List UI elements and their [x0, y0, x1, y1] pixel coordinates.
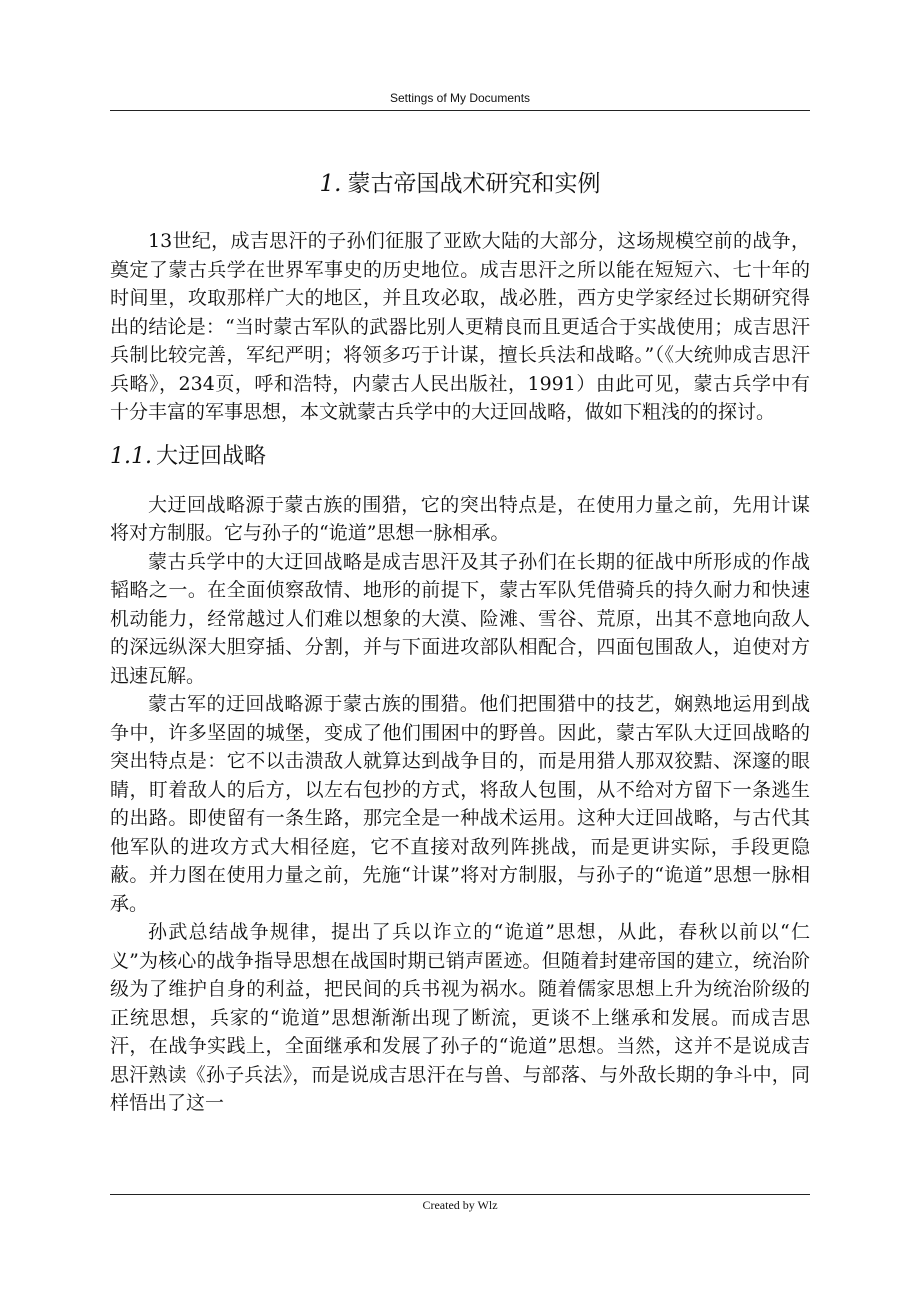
- section-paragraph: 孙武总结战争规律，提出了兵以诈立的“诡道”思想，从此，春秋以前以“仁义”为核心的战争指导思想在战国时期已销声匿迹。但随着封建帝国的建立，统治阶级为了维护自身的利益，把民间的兵书视为祸水。随着儒家思想上升为统治阶级的正统思想，兵家的“诡道”思想渐渐出现了断流，更谈不上继承和发展。而成吉思汗，在战争实践上，全面继承和发展了孙子的“诡道”思想。当然，这并不是说成吉思汗熟读《孙子兵法》，而是说成吉思汗在与兽、与部落、与外敌长期的争斗中，同样悟出了这一: [110, 921, 810, 1114]
- footer-text: Created by Wlz: [422, 1198, 498, 1212]
- page-footer: [110, 1194, 810, 1213]
- section-paragraph: 大迂回战略源于蒙古族的围猎，它的突出特点是，在使用力量之前，先用计谋将对方制服。它与孙子的“诡道”思想一脉相承。: [110, 493, 810, 544]
- chapter-title-text: 蒙古帝国战术研究和实例: [347, 171, 601, 197]
- section-title: [110, 439, 810, 475]
- document-body: [110, 165, 810, 1118]
- intro-paragraph: 13世纪，成吉思汗的子孙们征服了亚欧大陆的大部分，这场规模空前的战争，奠定了蒙古兵学在世界军事史的历史地位。成吉思汗之所以能在短短六、七十年的时间里，攻取那样广大的地区，并且攻必取，战必胜，西方史学家经过长期研究得出的结论是：“当时蒙古军队的武器比别人更精良而且更适合于实战使用；成吉思汗兵制比较完善，军纪严明；将领多巧于计谋，擅长兵法和战略。”（《大统帅成吉思汗兵略》，234页，呼和浩特，内蒙古人民出版社，1991）由此可见，蒙古兵学中有十分丰富的军事思想，本文就蒙古兵学中的大迂回战略，做如下粗浅的的探讨。: [110, 230, 810, 423]
- section-title-text: 大迂回战略: [155, 443, 266, 469]
- section-paragraph: 蒙古兵学中的大迂回战略是成吉思汗及其子孙们在长期的征战中所形成的作战韬略之一。在全面侦察敌情、地形的前提下，蒙古军队凭借骑兵的持久耐力和快速机动能力，经常越过人们难以想象的大漠、险滩、雪谷、荒原，出其不意地向敌人的深远纵深大胆穿插、分割，并与下面进攻部队相配合，四面包围敌人，迫使对方迅速瓦解。: [110, 550, 810, 687]
- chapter-number: 1.: [319, 171, 342, 197]
- chapter-title: [110, 165, 810, 203]
- page-header: [110, 90, 810, 111]
- header-text: Settings of My Documents: [389, 91, 531, 105]
- section-number: 1.1.: [110, 443, 152, 469]
- section-paragraph: 蒙古军的迂回战略源于蒙古族的围猎。他们把围猎中的技艺，娴熟地运用到战争中，许多坚固的城堡，变成了他们围困中的野兽。因此，蒙古军队大迂回战略的突出特点是：它不以击溃敌人就算达到战争目的，而是用猎人那双狡黠、深邃的眼睛，盯着敌人的后方，以左右包抄的方式，将敌人包围，从不给对方留下一条逃生的出路。即使留有一条生路，那完全是一种战术运用。这种大迂回战略，与古代其他军队的进攻方式大相径庭，它不直接对敌列阵挑战，而是更讲实际，手段更隐蔽。并力图在使用力量之前，先施“计谋”将对方制服，与孙子的“诡道”思想一脉相承。: [110, 693, 810, 915]
